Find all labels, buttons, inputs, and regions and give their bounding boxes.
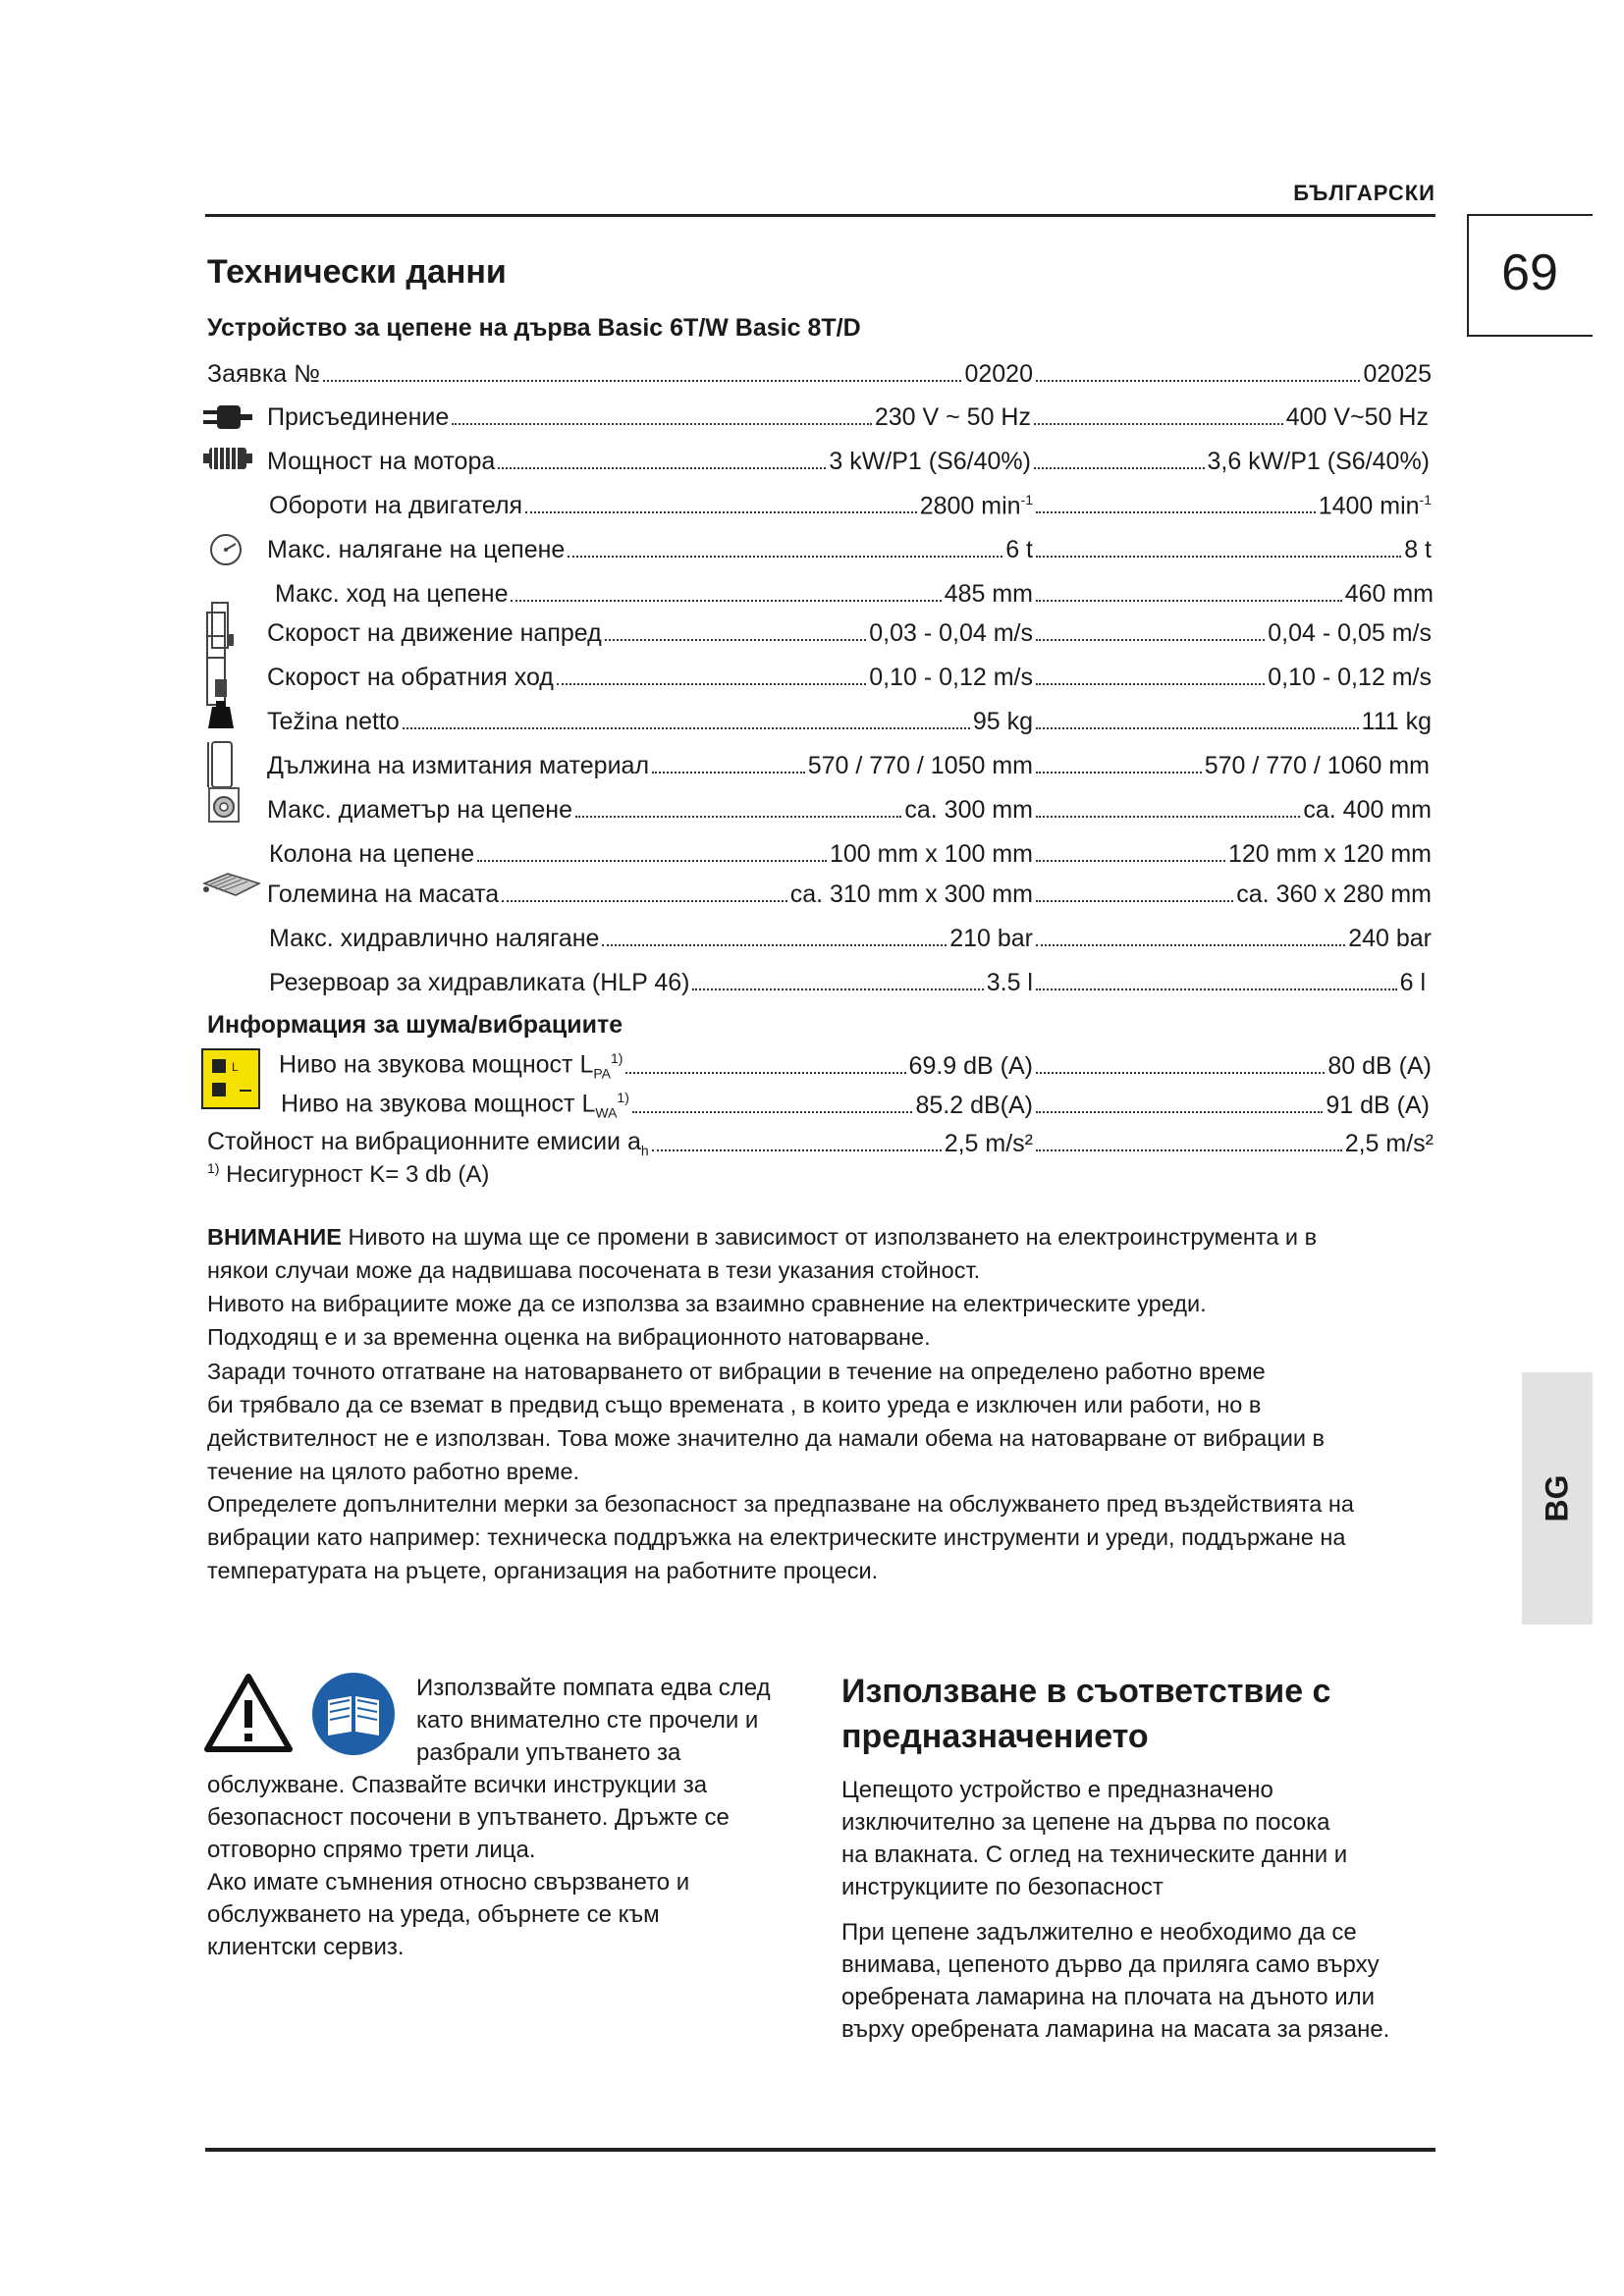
length-icon: [204, 738, 240, 791]
leader-dots: [1036, 639, 1265, 641]
value-model-2: 570 / 770 / 1060 mm: [1204, 752, 1430, 779]
vibration-paragraph: Заради точното отгатване на натоварването от вибрации в течение на определено работно време би трябвало да се вземат в предвид също времената , в които уреда е изключен или работи, но в действителност не е използван. Това може значително да намали обема на натоварване от вибрации в течение на цялото работно време.: [207, 1359, 1325, 1484]
spec-row: [269, 920, 1432, 953]
leader-dots: [1036, 683, 1265, 685]
value-model-2: 6 l: [1399, 969, 1426, 996]
value-model-1: ca. 310 mm x 300 mm: [789, 881, 1033, 908]
spec-row: [267, 399, 1429, 432]
left-col-text-top: Използвайте помпата едва след като внимателно сте прочели и разбрали упътването за: [416, 1675, 771, 1766]
warning-paragraph: ВНИМАНИЕ Нивото на шума ще се промени в зависимост от използването на електроинструмента и в някои случаи може да надвишава посочената в тези указания стойност. Нивото на вибрациите може да се използва за взаимно сравнение на електрическите уреди. Подходящ е и за временна оценка на вибрационното натоварване.: [207, 1224, 1318, 1350]
leader-dots: [602, 944, 947, 946]
leader-dots: [652, 1149, 942, 1151]
speed-forward-icon: [201, 611, 235, 662]
leader-dots: [1036, 727, 1359, 729]
value-model-2: 460 mm: [1344, 580, 1434, 608]
value-model-1: 3 kW/P1 (S6/40%): [829, 448, 1031, 475]
spec-row: [207, 355, 1432, 389]
top-rule: [205, 214, 1435, 217]
left-col-text-bottom: обслужване. Спазвайте всички инструкции за безопасност посочени в упътването. Дръжте се отговорно спрямо трети лица. Ако имате съмнения относно свързването и обслужването на уреда, обърнете се към клиентски сервиз.: [207, 1772, 730, 1960]
warning-triangle-icon: [203, 1673, 294, 1753]
spec-label: Ниво на звукова мощност $L_{WA}^{1)}$: [281, 1089, 629, 1120]
value-model-1: 0,03 - 0,04 m/s: [869, 619, 1033, 647]
motor-icon: [203, 444, 252, 473]
leader-dots: [557, 683, 866, 685]
intended-use-text-1: Цепещото устройство е предназначено изключително за цепене на дърва по посока на влакната. С оглед на техническите данни и инструкциите по безопасност: [841, 1777, 1348, 1900]
spec-label: Макс. хидравлично налягане: [269, 925, 600, 952]
value-model-1: 210 bar: [949, 925, 1033, 952]
leader-dots: [605, 639, 867, 641]
leader-dots: [1036, 900, 1233, 902]
value-model-2: ca. 360 x 280 mm: [1236, 881, 1432, 908]
value-model-1: 2800 $\min^{-1}$: [919, 491, 1033, 519]
spec-label: Колона на цепене: [269, 840, 475, 868]
read-manual-icon: [310, 1671, 397, 1757]
language-label: БЪЛГАРСКИ: [1293, 181, 1435, 205]
value-model-2: 80 dB (A): [1327, 1052, 1432, 1080]
spec-row: [269, 487, 1432, 520]
gauge-icon: [208, 532, 244, 567]
value-model-2: 1400 $\min^{-1}$: [1318, 491, 1432, 519]
value-model-2: 2,5 m/s²: [1344, 1130, 1434, 1157]
leader-dots: [652, 772, 805, 774]
intended-use-text-2: При цепене задължително е необходимо да се внимава, цепеното дърво да приляга само върху оребрената ламарина на плочата на дъното или върху оребрената ламарина на масата за рязане.: [841, 1919, 1390, 2043]
spec-label: Обороти на двигателя: [269, 492, 523, 519]
spec-row: [267, 659, 1432, 692]
spec-label: Мощност на мотора: [267, 448, 496, 475]
spec-row: [267, 747, 1430, 780]
noise-row: [279, 1047, 1432, 1081]
value-model-2: 8 t: [1404, 536, 1432, 563]
spec-label: Дължина на измитания материал: [267, 752, 650, 779]
spec-label: Заявка №: [207, 360, 320, 388]
leader-dots: [498, 467, 826, 469]
table-icon: [198, 870, 263, 903]
leader-dots: [1036, 556, 1401, 558]
value-model-2: 0,04 - 0,05 m/s: [1268, 619, 1432, 647]
spec-label: Макс. налягане на цепене: [267, 536, 566, 563]
value-model-1: 02020: [964, 360, 1033, 388]
spec-row: [269, 835, 1432, 869]
leader-dots: [1036, 1111, 1323, 1113]
bottom-rule: [205, 2148, 1435, 2152]
value-model-1: 485 mm: [944, 580, 1033, 608]
noise-row: [207, 1125, 1434, 1158]
spec-label: Големина на масата: [267, 881, 500, 908]
spec-label: Стойност на вибрационните емисии $a_h$: [207, 1128, 649, 1158]
value-model-2: 400 V~50 Hz: [1285, 403, 1429, 431]
spec-row: [267, 443, 1430, 476]
leader-dots: [502, 900, 786, 902]
spec-label: Težina netto: [267, 708, 400, 735]
value-model-1: 69.9 dB (A): [908, 1052, 1033, 1080]
leader-dots: [452, 423, 872, 425]
value-model-1: 230 V ~ 50 Hz: [874, 403, 1031, 431]
leader-dots: [692, 988, 983, 990]
weight-icon: [206, 697, 236, 730]
spec-row: [269, 964, 1426, 997]
value-model-1: 570 / 770 / 1050 mm: [807, 752, 1033, 779]
noise-warning-icon: [200, 1047, 261, 1110]
value-model-2: 120 mm x 120 mm: [1227, 840, 1432, 868]
leader-dots: [1036, 772, 1202, 774]
value-model-2: 111 kg: [1361, 708, 1432, 735]
value-model-1: ca. 300 mm: [904, 796, 1033, 824]
safety-measures-paragraph: Определете допълнителни мерки за безопасност за предпазване на обслужването пред въздействията на вибрации като например: техническа поддръжка на електрическите инструменти и уреди, поддържане на температурата на ръцете, организация на работните процеси.: [207, 1491, 1354, 1583]
value-model-1: 2,5 m/s²: [944, 1130, 1033, 1157]
spec-row: [267, 614, 1432, 648]
value-model-1: 85.2 dB(A): [915, 1092, 1033, 1119]
leader-dots: [1034, 423, 1283, 425]
device-heading: Устройство за цепене на дърва Basic 6T/W Basic 8T/D: [207, 314, 861, 342]
spec-row: [267, 531, 1432, 564]
language-tab-label: BG: [1539, 1474, 1575, 1522]
leader-dots: [568, 556, 1002, 558]
spec-row: [275, 575, 1434, 609]
leader-dots: [477, 860, 827, 862]
diameter-icon: [206, 785, 242, 825]
warning-lead: ВНИМАНИЕ: [207, 1224, 342, 1250]
value-model-2: 91 dB (A): [1326, 1092, 1430, 1119]
leader-dots: [632, 1111, 913, 1113]
leader-dots: [1036, 1072, 1325, 1074]
leader-dots: [511, 600, 941, 602]
spec-row: [267, 703, 1432, 736]
page-title: Технически данни: [207, 253, 507, 291]
plug-icon: [201, 402, 254, 432]
leader-dots: [1036, 511, 1316, 513]
spec-label: Ниво на звукова мощност $L_{PA}^{1)}$: [279, 1049, 623, 1081]
value-model-1: 100 mm x 100 mm: [829, 840, 1033, 868]
footnote: $^{1)}$ Несигурност K= 3 db (A): [207, 1160, 490, 1188]
spec-label: Макс. диаметър на цепене: [267, 796, 573, 824]
leader-dots: [1036, 380, 1360, 382]
page-number: 69: [1501, 244, 1558, 301]
noise-heading: Информация за шума/вибрациите: [207, 1011, 623, 1039]
leader-dots: [1034, 467, 1205, 469]
leader-dots: [1036, 944, 1345, 946]
spec-label: Макс. ход на цепене: [275, 580, 509, 608]
leader-dots: [575, 816, 901, 818]
value-model-1: 95 kg: [972, 708, 1033, 735]
value-model-2: ca. 400 mm: [1303, 796, 1432, 824]
leader-dots: [525, 511, 917, 513]
value-model-2: 240 bar: [1348, 925, 1432, 952]
leader-dots: [1036, 860, 1225, 862]
spec-label: Резервоар за хидравликата (HLP 46): [269, 969, 690, 996]
svg-text:L: L: [232, 1060, 239, 1074]
leader-dots: [1036, 600, 1342, 602]
value-model-2: 02025: [1363, 360, 1432, 388]
value-model-2: 3,6 kW/P1 (S6/40%): [1207, 448, 1430, 475]
spec-row: [267, 791, 1432, 825]
leader-dots: [323, 380, 961, 382]
noise-row: [281, 1087, 1430, 1120]
intended-use-heading: Използване в съответствие с предназначението: [841, 1673, 1331, 1755]
leader-dots: [625, 1072, 905, 1074]
leader-dots: [1036, 816, 1300, 818]
spec-label: Скорост на движение напред: [267, 619, 602, 647]
value-model-1: 3.5 l: [986, 969, 1033, 996]
leader-dots: [1036, 1149, 1342, 1151]
value-model-1: 0,10 - 0,12 m/s: [869, 664, 1033, 691]
value-model-2: 0,10 - 0,12 m/s: [1268, 664, 1432, 691]
spec-label: Присъединение: [267, 403, 450, 431]
leader-dots: [1036, 988, 1397, 990]
leader-dots: [403, 727, 970, 729]
spec-label: Скорост на обратния ход: [267, 664, 554, 691]
value-model-1: 6 t: [1005, 536, 1033, 563]
spec-row: [267, 876, 1432, 909]
